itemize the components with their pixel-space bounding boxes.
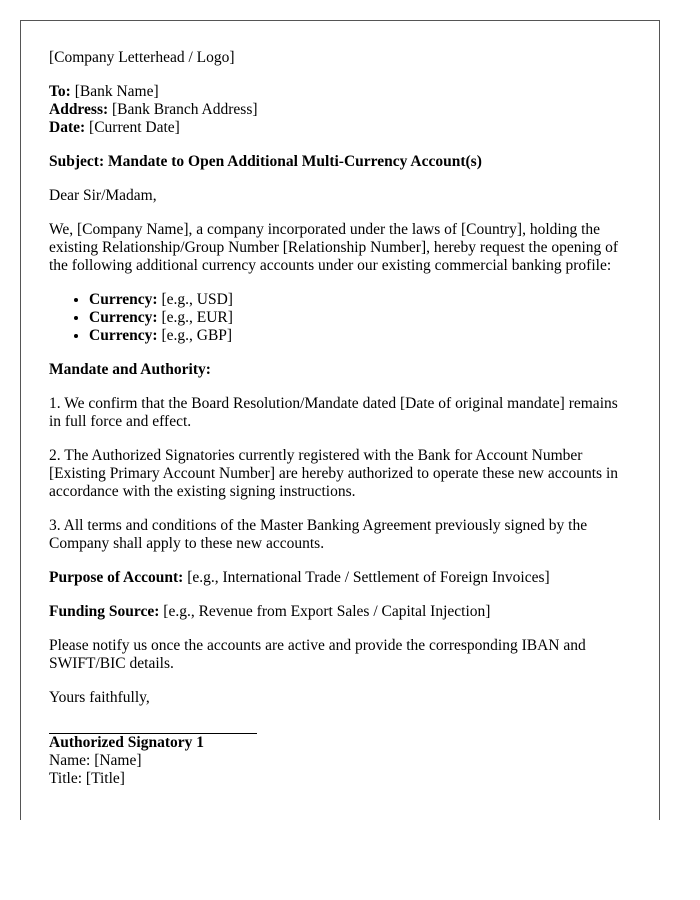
- funding-label: Funding Source:: [49, 603, 160, 620]
- currency-label: Currency:: [89, 309, 158, 326]
- notify-paragraph: Please notify us once the accounts are active and provide the corresponding IBAN and SWIFT/BIC details.: [49, 637, 586, 672]
- purpose-line: [49, 569, 631, 587]
- currency-value: [e.g., USD]: [157, 291, 233, 308]
- clause-3: 3. All terms and conditions of the Master Banking Agreement previously signed by the Company shall apply to these new accounts.: [49, 517, 588, 552]
- to-label: To:: [49, 83, 71, 100]
- address-line: [49, 101, 631, 119]
- date-value: [Current Date]: [85, 119, 180, 136]
- letterhead: [Company Letterhead / Logo]: [49, 49, 235, 66]
- funding-line: [49, 603, 631, 621]
- to-line: [49, 83, 631, 101]
- letter-content: [21, 21, 659, 788]
- date-line: [49, 119, 631, 137]
- currency-label: Currency:: [89, 291, 158, 308]
- purpose-label: Purpose of Account:: [49, 569, 184, 586]
- currency-list: [49, 291, 631, 345]
- signature-line: [49, 707, 257, 734]
- clause-2: 2. The Authorized Signatories currently registered with the Bank for Account Number [Existing Primary Account Number] are hereby authorized to operate these new accounts in accordance with the existing signing instructions.: [49, 447, 618, 500]
- currency-label: Currency:: [89, 327, 158, 344]
- currency-item: [89, 291, 631, 309]
- recipient-block: [49, 83, 631, 137]
- clause-1: 1. We confirm that the Board Resolution/Mandate dated [Date of original mandate] remains in full force and effect.: [49, 395, 618, 430]
- signatory-title: Authorized Signatory 1: [49, 734, 204, 751]
- signatory-role: Title: [Title]: [49, 770, 125, 787]
- currency-value: [e.g., EUR]: [157, 309, 233, 326]
- closing: Yours faithfully,: [49, 689, 150, 706]
- salutation: Dear Sir/Madam,: [49, 187, 157, 204]
- currency-item: [89, 309, 631, 327]
- signatory-name: Name: [Name]: [49, 752, 142, 769]
- subject-line: Subject: Mandate to Open Additional Multi-Currency Account(s): [49, 153, 482, 170]
- to-value: [Bank Name]: [70, 83, 159, 100]
- purpose-value: [e.g., International Trade / Settlement of Foreign Invoices]: [183, 569, 550, 586]
- mandate-heading: Mandate and Authority:: [49, 361, 211, 378]
- address-label: Address:: [49, 101, 109, 118]
- intro-paragraph: We, [Company Name], a company incorporated under the laws of [Country], holding the existing Relationship/Group Number [Relationship Number], hereby request the opening of the following additional currency accounts under our existing commercial banking profile:: [49, 221, 619, 274]
- address-value: [Bank Branch Address]: [108, 101, 258, 118]
- funding-value: [e.g., Revenue from Export Sales / Capital Injection]: [159, 603, 491, 620]
- date-label: Date:: [49, 119, 86, 136]
- currency-item: [89, 327, 631, 345]
- letter-page: [20, 20, 660, 820]
- currency-value: [e.g., GBP]: [157, 327, 233, 344]
